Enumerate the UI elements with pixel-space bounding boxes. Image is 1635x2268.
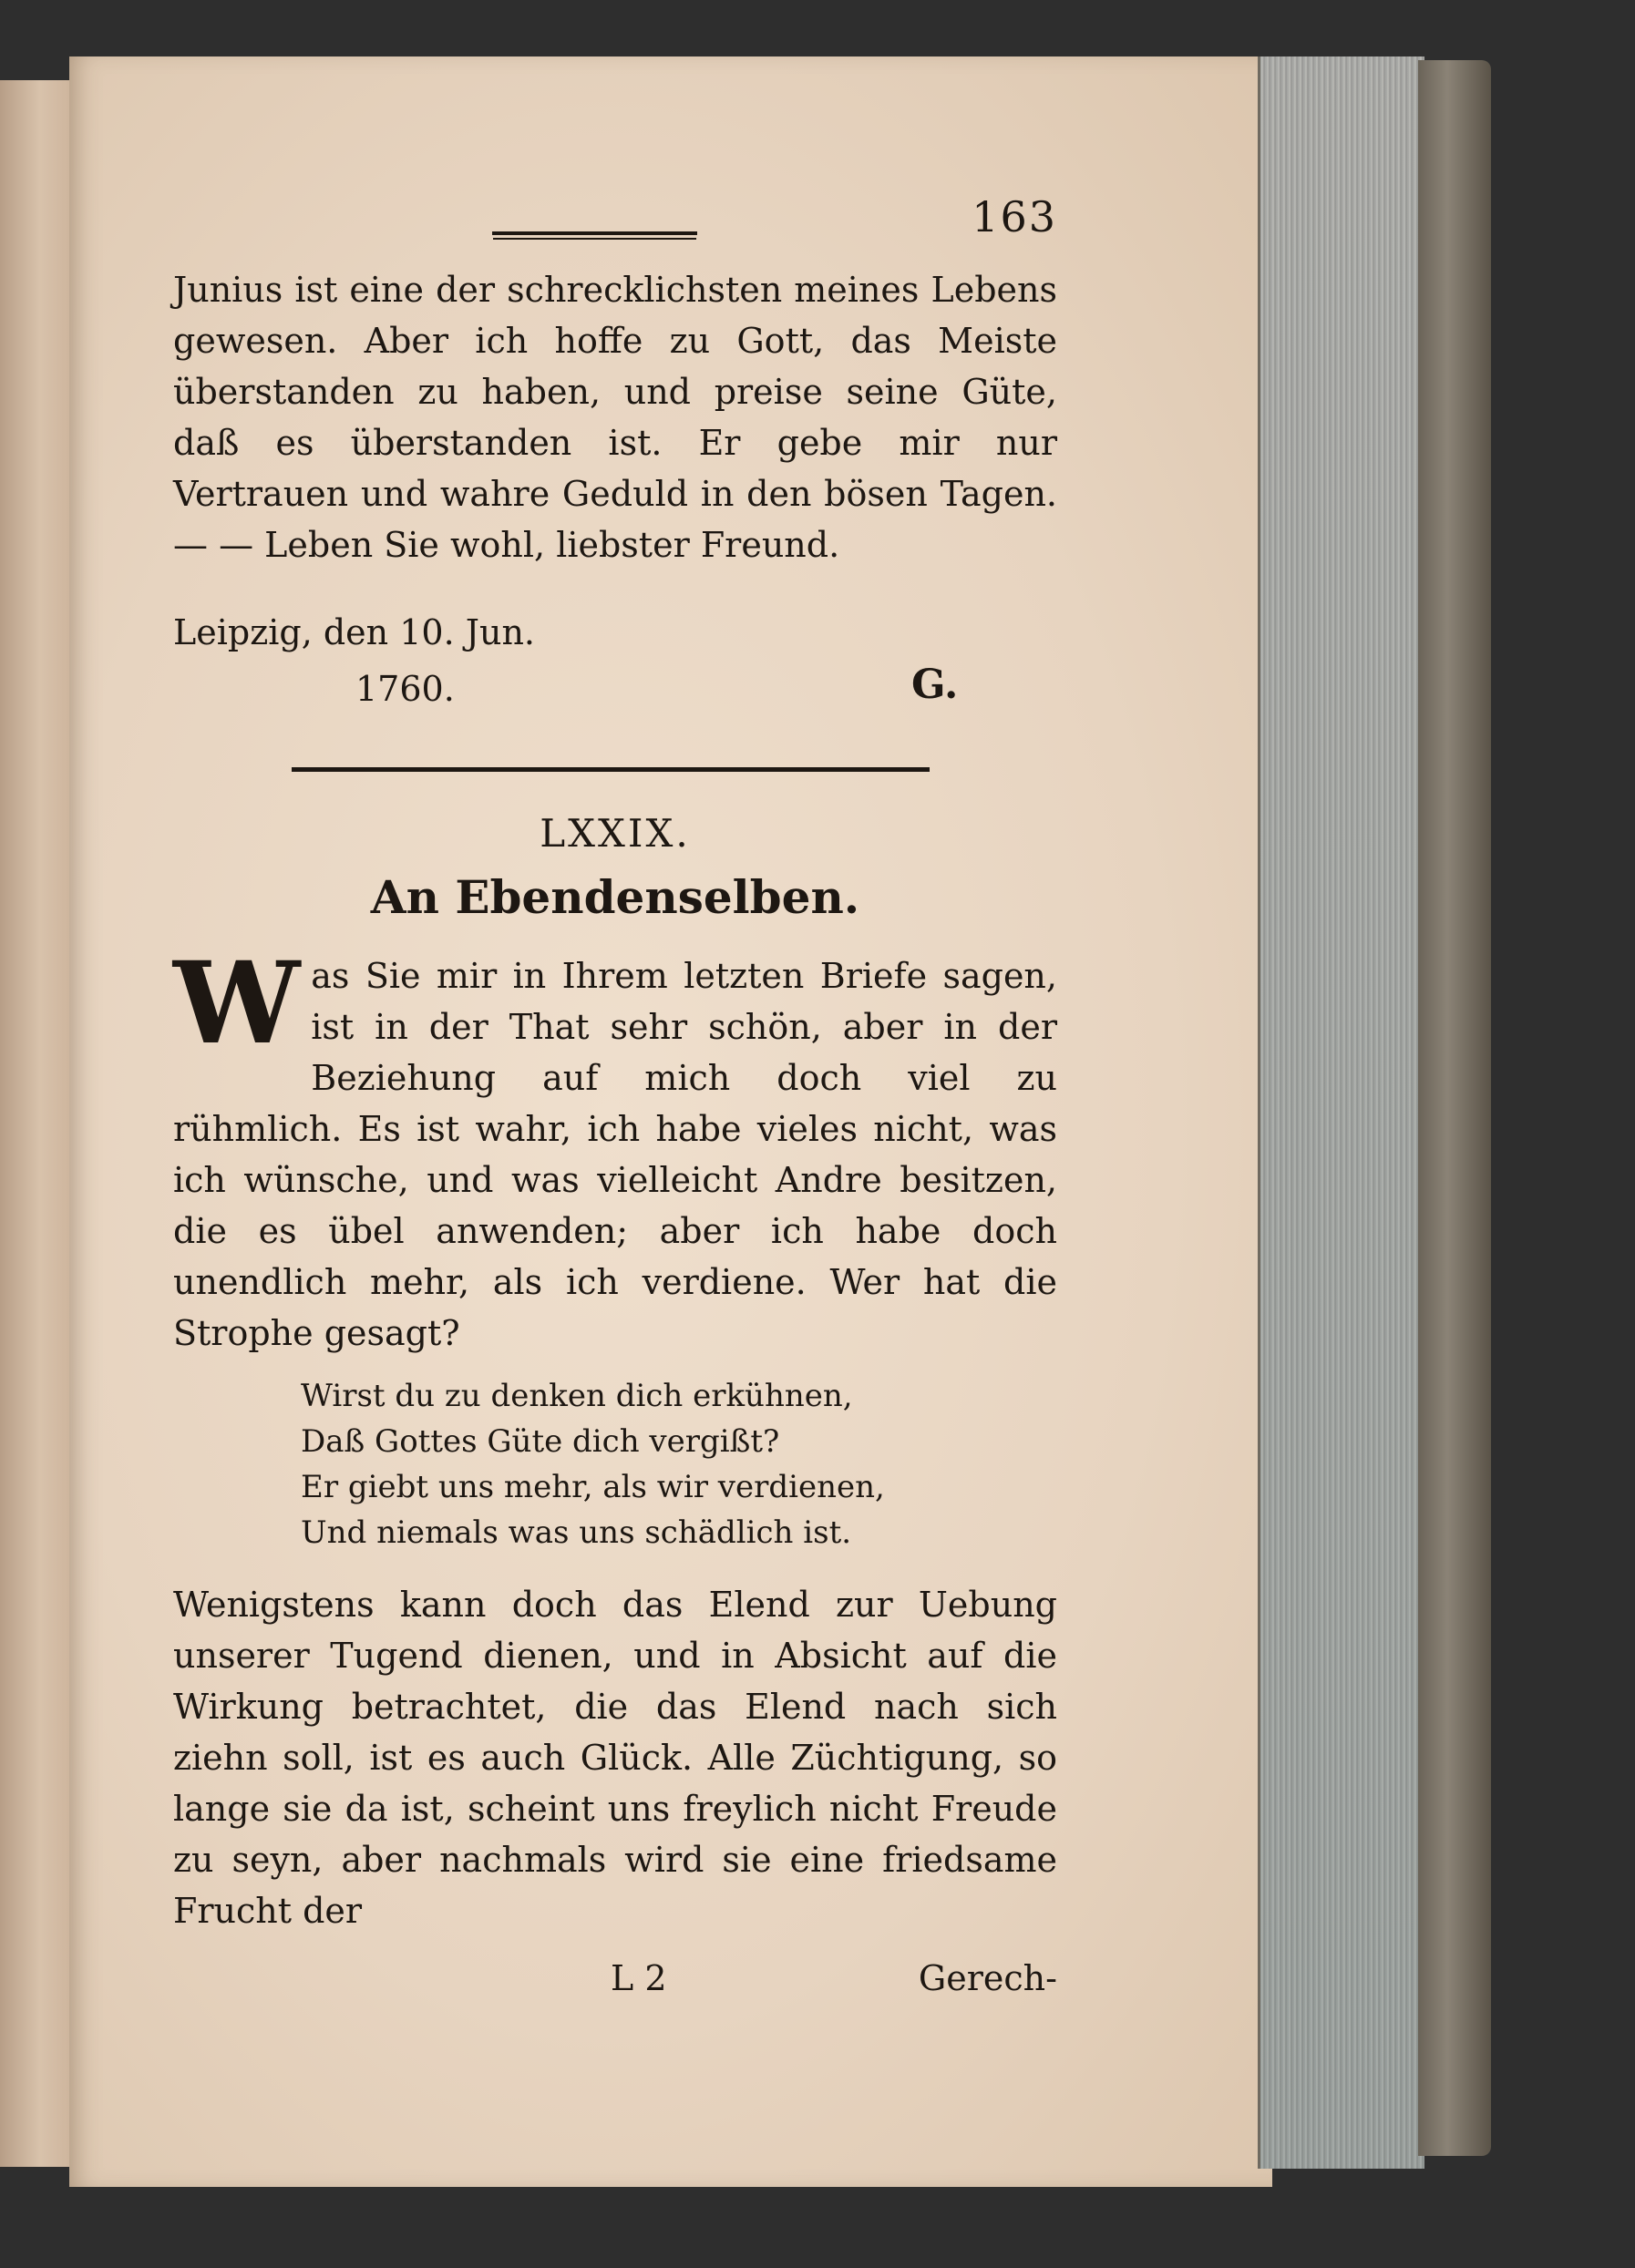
stanza-line: Wirst du zu denken dich erkühnen, — [301, 1378, 853, 1414]
letter-number-heading: LXXIX. — [540, 811, 691, 856]
header-double-rule — [492, 231, 697, 235]
year-initial-row — [173, 658, 1057, 722]
letter-title-heading: An Ebendenselben. — [370, 870, 860, 924]
letter-body-paragraph — [173, 938, 1057, 1359]
page-fore-edge — [1258, 56, 1424, 2169]
drop-cap-initial: W — [173, 938, 301, 1070]
stanza-line: Daß Gottes Güte dich vergißt? — [301, 1423, 780, 1460]
quoted-stanza — [301, 1373, 1057, 1555]
page-text-block — [173, 191, 1057, 2007]
facing-page-edge — [0, 80, 76, 2167]
place-date-line: Leipzig, den 10. Jun. — [173, 612, 535, 652]
stanza-line: Und niemals was uns schädlich ist. — [301, 1514, 852, 1551]
book-cover-board — [1418, 60, 1491, 2156]
printer-signature-mark: L 2 — [611, 1958, 667, 1998]
letter-year: 1760. — [355, 669, 455, 709]
continuation-paragraph: Wenigstens kann doch das Elend zur Uebung unserer Tugend dienen, und in Absicht auf die Wirkung betrachtet, die das Elend nach sich ziehn soll, ist es auch Glück. Alle Züchtigung, so lange sie da ist, scheint uns freylich nicht Freude zu seyn, aber nachmals wird sie eine friedsame Frucht der — [173, 1585, 1057, 1931]
letter-closing-paragraph: Junius ist eine der schrecklichsten meines Lebens gewesen. Aber ich hoffe zu Gott, das Meiste überstanden zu haben, und preise seine Güte, daß es überstanden ist. Er gebe mir nur Vertrauen und wahre Geduld in den bösen Tagen. — — Leben Sie wohl, liebster Freund. — [173, 270, 1057, 565]
catchword: Gerech- — [918, 1958, 1057, 1998]
page-number: 163 — [972, 192, 1057, 241]
running-head — [173, 191, 1057, 264]
stanza-line: Er giebt uns mehr, als wir verdienen, — [301, 1469, 885, 1505]
letter-body-text: as Sie mir in Ihrem letzten Briefe sagen, ist in der That sehr schön, aber in der Beziehung auf mich doch viel zu rühmlich. Es ist wahr, ich habe vieles nicht, was ich wünsche, und was vielleicht Andre besitzen, die es übel anwenden; aber ich habe doch unendlich mehr, als ich verdiene. Wer hat die Strophe gesagt? — [173, 956, 1057, 1353]
page-footer — [173, 1949, 1057, 2007]
section-divider-rule — [292, 767, 930, 772]
author-initial: G. — [911, 662, 959, 708]
